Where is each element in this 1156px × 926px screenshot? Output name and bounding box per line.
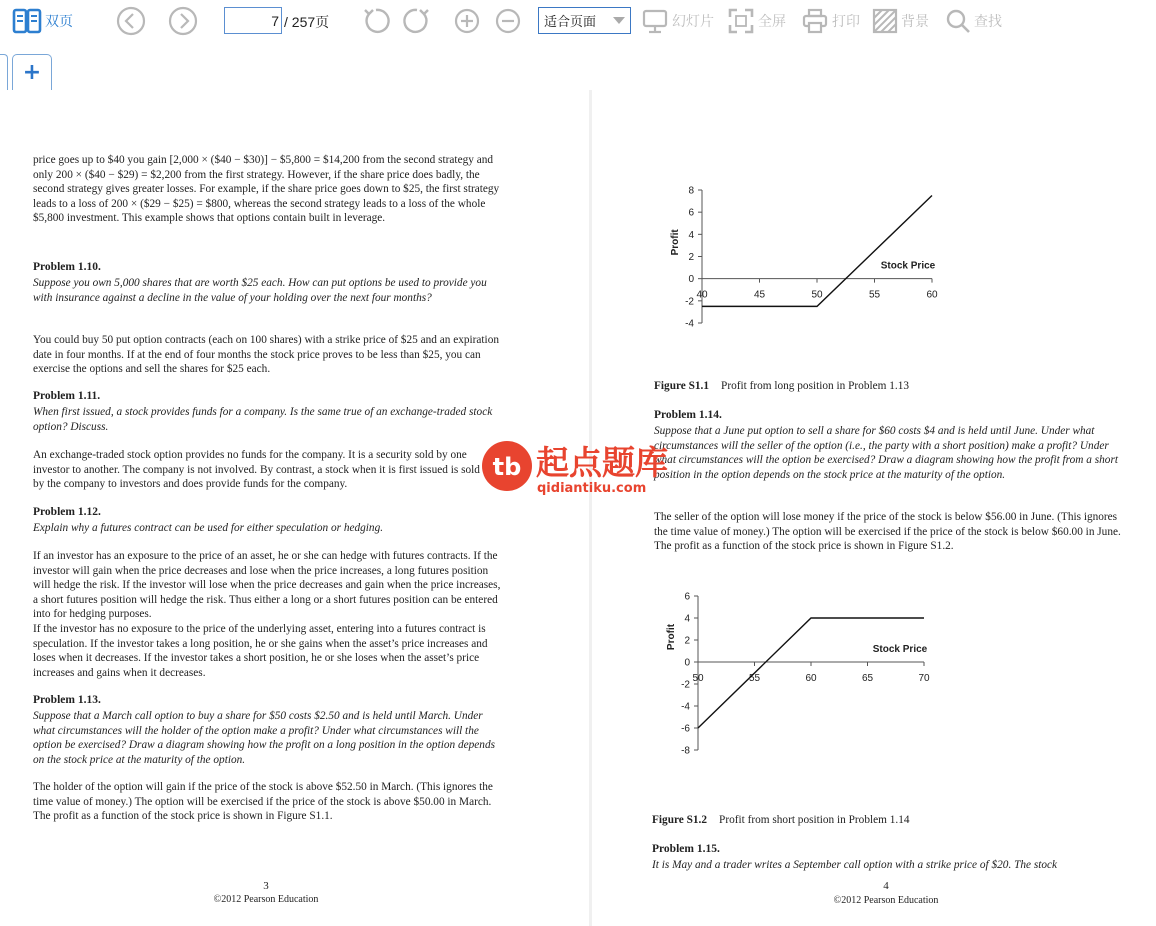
x-tick-label: 45 [753,289,766,301]
y-tick-label: 0 [688,274,694,286]
y-tick-label: 4 [688,229,694,241]
problem-heading: Problem 1.10. [33,261,101,273]
problem-heading: Problem 1.12. [33,506,101,518]
minus-circle-icon [494,7,522,35]
magnifier-icon [945,8,971,34]
slideshow-button[interactable] [641,4,714,38]
zoom-out-button[interactable] [494,4,522,38]
expand-icon [727,7,755,35]
plus-circle-icon [453,7,481,35]
zoom-mode-value: 适合页面 [544,14,597,29]
x-tick-label: 60 [805,673,817,684]
y-tick-label: 6 [688,207,694,219]
paragraph: price goes up to $40 you gain [2,000 × ($40 − $30)] − $5,800 = $14,200 from the second strategy and only 200 × ($40 − $29) = $2,200 from the first strategy. However, if the share price does badly, the second strategy gives greater losses. For example, if the share price goes down to $25, the first strategy leads to a loss of 200 × ($29 − $25) = $800, whereas the second strategy leads to a loss of the whole $5,800 investment. This example shows that options contain built in leverage. [33,154,500,225]
y-axis-label: Profit [670,229,681,256]
search-button[interactable] [945,4,1002,38]
problem-answer: If an investor has an exposure to the price of an asset, he or she can hedge with futures contracts. If the investor will gain when the price decreases and lose when the price increases, a long futures position will hedge the risk. If the investor will lose when the price decreases and gain when the price increases, a short futures position will hedge the risk. Thus either a long or a short futures position can be entered into for hedging purposes. [33,550,501,621]
arrow-right-circle-icon [167,5,199,37]
rotate-cw-icon [401,5,433,37]
print-button[interactable] [801,4,860,38]
y-tick-label: -4 [681,701,690,713]
document-viewer [0,90,1156,926]
x-tick-label: 55 [748,673,761,684]
rotate-ccw-icon [360,5,392,37]
add-tab-button[interactable] [12,54,52,90]
rotate-right-button[interactable] [401,4,433,38]
x-axis-label: Stock Price [872,644,928,655]
y-axis-label: Profit [666,623,677,651]
rotate-left-button[interactable] [360,4,392,38]
figure-label: Figure S1.2 [652,814,708,826]
chart-svg [662,178,962,338]
y-tick-label: -6 [681,723,690,735]
page-number: 4 [883,880,889,892]
document-tab[interactable] [0,54,8,90]
x-tick-label: 40 [696,289,708,301]
background-label: 背景 [901,13,929,29]
figure-caption [654,380,909,392]
problem-heading: Problem 1.13. [33,694,101,706]
y-tick-label: -4 [685,318,694,330]
figure-caption [652,814,910,826]
watermark-logo [480,438,702,500]
double-page-label: 双页 [45,13,73,29]
watermark-brand: 起点题库 [536,443,668,482]
y-tick-label: -2 [681,679,690,691]
y-tick-label: 0 [684,657,690,669]
problem-answer: The holder of the option will gain if the price of the stock is above $52.50 in March. (This ignores the time value of money.) The option will be exercised if the price of the stock is above $50.00 in March. The profit as a function of the stock price is shown in Figure S1.1. [33,781,493,823]
fullscreen-label: 全屏 [758,13,786,29]
print-label: 打印 [832,13,860,29]
presentation-icon [641,7,669,35]
prev-page-button[interactable] [115,4,147,38]
copyright: ©2012 Pearson Education [833,895,939,906]
problem-question: It is May and a trader writes a September call option with a strike price of $20. The stock [652,859,1058,871]
fullscreen-button[interactable] [727,4,786,38]
figure-label: Figure S1.1 [654,380,710,392]
printer-icon [801,7,829,35]
y-tick-label: 2 [688,252,694,263]
page-left [0,90,589,926]
watermark-badge: tb [492,453,522,481]
background-button[interactable] [872,4,929,38]
toolbar [0,0,1156,44]
problem-heading: Problem 1.15. [652,843,720,855]
x-tick-label: 70 [918,673,930,684]
search-label: 查找 [974,13,1002,29]
problem-answer: You could buy 50 put option contracts (each on 100 shares) with a strike price of $25 and an expiration date in four months. If at the end of four months the stock price proves to be less than $25, you can exercise the options and sell the shares for $25 each. [33,334,499,376]
x-tick-label: 50 [811,289,823,301]
problem-answer: If the investor has no exposure to the price of the underlying asset, entering into a futures contract is speculation. If the investor takes a long position, he or she gains when the asset’s price increases and loses when it decreases. If the investor takes a short position, he or she loses when the asset’s price increases and gains when it decreases. [33,623,488,679]
plus-icon: + [22,59,42,85]
x-tick-label: 55 [868,289,881,301]
book-icon [12,6,42,36]
problem-question: Suppose that a March call option to buy a share for $50 costs $2.50 and is held until March. Under what circumstances will the holder of the option make a profit? Under what circumstances will the option be exercised? Draw a diagram showing how the profit on a long position in the option depends on the stock price at the maturity of the option. [33,710,495,766]
problem-answer: The seller of the option will lose money if the price of the stock is below $56.00 in June. (This ignores the time value of money.) The option will be exercised if the price of the stock is below $60.00 in June. The profit as a function of the stock price is shown in Figure S1.2. [654,511,1121,553]
page-total-label: / 257页 [284,14,330,30]
double-page-button[interactable] [12,4,73,38]
page-number-input[interactable] [224,7,282,34]
hatch-icon [872,8,898,34]
page-number: 3 [263,880,269,892]
problem-question: When first issued, a stock provides funds for a company. Is the same true of an exchange-traded stock option? Discuss. [33,406,493,433]
y-tick-label: -8 [681,745,690,757]
figure-caption-text: Profit from short position in Problem 1.14 [719,814,910,826]
x-tick-label: 50 [692,673,704,684]
arrow-left-circle-icon [115,5,147,37]
figure-caption-text: Profit from long position in Problem 1.13 [721,380,909,392]
y-tick-label: 4 [684,613,690,625]
figure-s1-2-chart [660,586,950,763]
copyright: ©2012 Pearson Education [213,894,319,905]
problem-heading: Problem 1.14. [654,409,722,421]
figure-s1-1-chart [662,178,962,343]
zoom-mode-select[interactable] [538,7,631,34]
problem-question: Explain why a futures contract can be used for either speculation or hedging. [33,522,384,534]
page-right [592,90,1156,926]
x-tick-label: 65 [861,673,874,684]
watermark-url: qidiantiku.com [537,481,647,496]
x-tick-label: 60 [926,289,938,301]
next-page-button[interactable] [167,4,199,38]
y-tick-label: 6 [684,591,690,603]
y-tick-label: 8 [688,185,694,197]
problem-question: Suppose you own 5,000 shares that are worth $25 each. How can put options be used to provide you with insurance against a decline in the value of your holding over the next four months? [33,277,487,304]
y-tick-label: 2 [684,635,690,647]
chevron-down-icon [613,17,625,24]
problem-heading: Problem 1.11. [33,390,101,402]
chart-svg [660,586,950,758]
problem-answer: An exchange-traded stock option provides no funds for the company. It is a security sold by one investor to another. The company is not involved. By contrast, a stock when it is first issued is sold by the company to investors and does provide funds for the company. [33,449,480,491]
y-tick-label: -2 [685,296,694,308]
zoom-in-button[interactable] [453,4,481,38]
problem-question: Suppose that a June put option to sell a share for $60 costs $4 and is held until June. Under what circumstances will the seller of the option (i.e., the party with a short position) make a profit? Under what circumstances will the option be exercised? Draw a diagram showing how the profit from a short position in the option depends on the stock price at the maturity of the option. [654,425,1118,481]
slideshow-label: 幻灯片 [672,13,714,29]
x-axis-label: Stock Price [880,260,936,272]
